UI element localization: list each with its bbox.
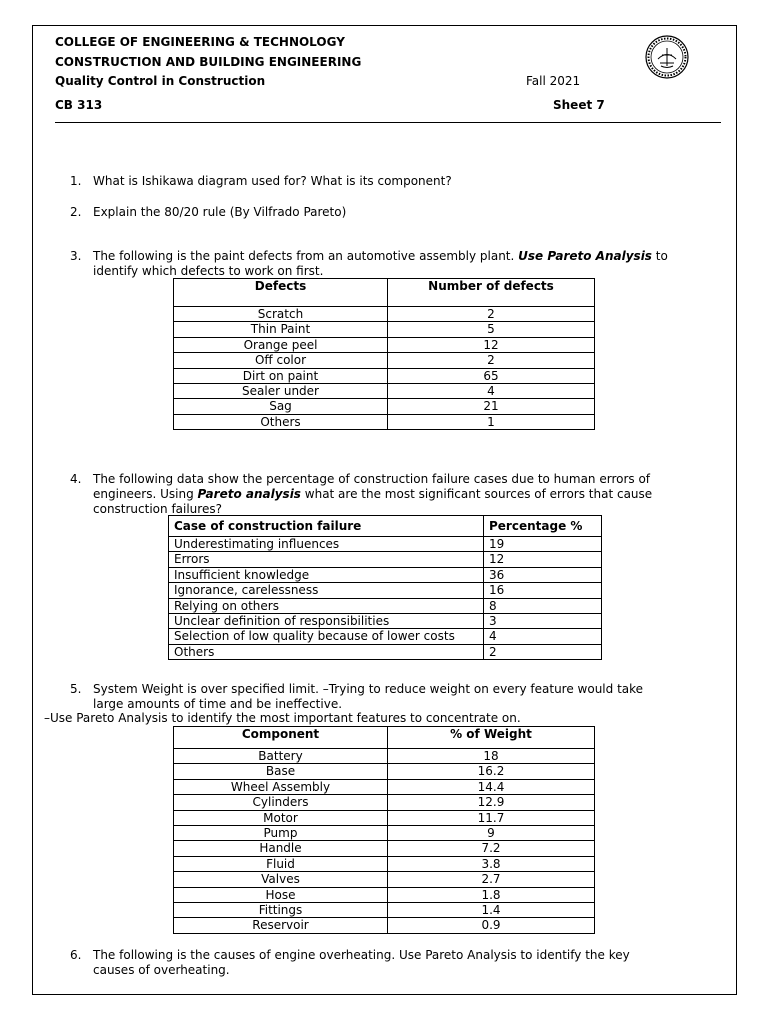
row-value: 5 — [388, 322, 595, 337]
table-row — [169, 583, 602, 598]
table-row — [169, 567, 602, 582]
row-value: 16 — [484, 583, 602, 598]
row-label: Pump — [174, 826, 388, 841]
row-value: 9 — [388, 826, 595, 841]
row-value: 8 — [484, 598, 602, 613]
university-seal-icon — [644, 34, 690, 80]
row-label: Errors — [169, 552, 484, 567]
row-label: Sag — [174, 399, 388, 414]
row-value: 4 — [484, 629, 602, 644]
row-label: Others — [169, 644, 484, 659]
table-row — [174, 795, 595, 810]
table-row — [174, 353, 595, 368]
row-value: 1.4 — [388, 903, 595, 918]
table-row — [174, 918, 595, 933]
row-label: Dirt on paint — [174, 368, 388, 383]
header-divider — [55, 122, 721, 123]
table-row — [174, 887, 595, 902]
row-value: 11.7 — [388, 810, 595, 825]
question-2: 2. Explain the 80/20 rule (By Vilfrado Pareto) — [70, 205, 347, 219]
row-label: Sealer under — [174, 384, 388, 399]
row-value: 16.2 — [388, 764, 595, 779]
sheet-number: Sheet 7 — [553, 98, 605, 112]
row-label: Hose — [174, 887, 388, 902]
defects-table — [173, 278, 595, 430]
row-label: Unclear definition of responsibilities — [169, 614, 484, 629]
row-label: Orange peel — [174, 337, 388, 352]
table-row — [174, 384, 595, 399]
row-value: 2 — [484, 644, 602, 659]
table-row — [169, 598, 602, 613]
department-name: CONSTRUCTION AND BUILDING ENGINEERING — [55, 55, 362, 69]
row-label: Wheel Assembly — [174, 779, 388, 794]
row-label: Ignorance, carelessness — [169, 583, 484, 598]
table-row — [174, 337, 595, 352]
row-value: 2 — [388, 353, 595, 368]
row-label: Selection of low quality because of lower costs — [169, 629, 484, 644]
question-1: 1. What is Ishikawa diagram used for? What is its component? — [70, 174, 452, 188]
question-5-note: –Use Pareto Analysis to identify the most important features to concentrate on. — [44, 711, 521, 725]
row-label: Cylinders — [174, 795, 388, 810]
table-header: Defects — [174, 279, 388, 307]
question-4: 4. The following data show the percentage of construction failure cases due to human errors of engineers. Using Pareto analysis what are the most significant sources of errors that cause construction failures? — [70, 472, 653, 516]
row-value: 2.7 — [388, 872, 595, 887]
term: Fall 2021 — [526, 74, 581, 88]
question-6: 6. The following is the causes of engine overheating. Use Pareto Analysis to identify the key causes of overheating. — [70, 948, 630, 977]
row-value: 65 — [388, 368, 595, 383]
row-label: Base — [174, 764, 388, 779]
table-row — [174, 872, 595, 887]
table-header: Case of construction failure — [169, 516, 484, 537]
course-code: CB 313 — [55, 98, 103, 112]
row-label: Others — [174, 414, 388, 429]
table-header: Component — [174, 727, 388, 749]
row-label: Reservoir — [174, 918, 388, 933]
row-label: Battery — [174, 749, 388, 764]
table-row — [169, 629, 602, 644]
row-value: 12 — [484, 552, 602, 567]
table-header: Percentage % — [484, 516, 602, 537]
row-value: 14.4 — [388, 779, 595, 794]
table-row — [174, 764, 595, 779]
row-value: 7.2 — [388, 841, 595, 856]
table-header: % of Weight — [388, 727, 595, 749]
row-value: 3 — [484, 614, 602, 629]
question-3: 3. The following is the paint defects from an automotive assembly plant. Use Pareto Analysis to identify which defects to work on first. — [70, 249, 668, 278]
table-row — [174, 749, 595, 764]
row-value: 2 — [388, 307, 595, 322]
course-title: Quality Control in Construction — [55, 74, 266, 88]
table-row — [174, 903, 595, 918]
row-value: 21 — [388, 399, 595, 414]
row-label: Relying on others — [169, 598, 484, 613]
row-value: 3.8 — [388, 856, 595, 871]
component-weight-table — [173, 726, 595, 934]
table-row — [169, 614, 602, 629]
college-name: COLLEGE OF ENGINEERING & TECHNOLOGY — [55, 35, 345, 49]
table-row — [174, 307, 595, 322]
table-row — [169, 644, 602, 659]
row-label: Fittings — [174, 903, 388, 918]
row-value: 19 — [484, 537, 602, 552]
question-5: 5. System Weight is over specified limit. –Trying to reduce weight on every feature would take large amounts of time and be ineffective. — [70, 682, 644, 711]
row-label: Off color — [174, 353, 388, 368]
row-label: Insufficient knowledge — [169, 567, 484, 582]
row-label: Thin Paint — [174, 322, 388, 337]
row-value: 12 — [388, 337, 595, 352]
table-header: Number of defects — [388, 279, 595, 307]
row-label: Valves — [174, 872, 388, 887]
row-value: 18 — [388, 749, 595, 764]
table-row — [174, 322, 595, 337]
table-row — [174, 399, 595, 414]
row-value: 36 — [484, 567, 602, 582]
table-row — [174, 856, 595, 871]
row-label: Underestimating influences — [169, 537, 484, 552]
row-value: 12.9 — [388, 795, 595, 810]
table-row — [174, 368, 595, 383]
row-label: Scratch — [174, 307, 388, 322]
row-value: 0.9 — [388, 918, 595, 933]
row-label: Handle — [174, 841, 388, 856]
row-value: 1 — [388, 414, 595, 429]
table-row — [174, 826, 595, 841]
table-row — [169, 552, 602, 567]
row-label: Motor — [174, 810, 388, 825]
construction-failure-table — [168, 515, 602, 660]
table-row — [174, 841, 595, 856]
table-row — [174, 810, 595, 825]
table-row — [174, 414, 595, 429]
row-label: Fluid — [174, 856, 388, 871]
row-value: 4 — [388, 384, 595, 399]
table-row — [169, 537, 602, 552]
table-row — [174, 779, 595, 794]
row-value: 1.8 — [388, 887, 595, 902]
